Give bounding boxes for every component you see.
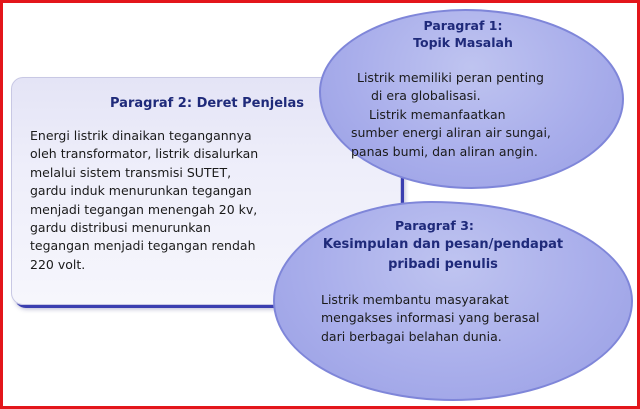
- paragraf-2-body: [30, 127, 310, 274]
- paragraf-1-heading: [363, 17, 563, 51]
- paragraf-3-line: dari berbagai belahan dunia.: [321, 328, 502, 344]
- paragraf-3-line: Listrik membantu masyarakat: [321, 292, 509, 307]
- paragraf-2-line: tegangan menjadi tegangan rendah: [30, 238, 256, 254]
- paragraf-1-line: di era globalisasi.: [371, 88, 481, 104]
- paragraf-3-heading-line: Paragraf 3:: [395, 218, 474, 233]
- paragraf-3-heading-line: pribadi penulis: [388, 257, 498, 272]
- paragraf-3-line: mengakses informasi yang berasal: [321, 310, 540, 326]
- paragraf-2-line: oleh transformator, listrik disalurkan: [30, 146, 259, 162]
- paragraf-2-line: 220 volt.: [30, 256, 86, 272]
- paragraf-3-heading: [313, 217, 573, 273]
- paragraf-2-line: Energi listrik dinaikan tegangannya: [30, 128, 252, 143]
- paragraf-3-heading-line: Kesimpulan dan pesan/pendapat: [322, 237, 564, 252]
- paragraf-1-line: sumber energi aliran air sungai,: [351, 125, 551, 141]
- paragraf-1-line: panas bumi, dan aliran angin.: [351, 143, 538, 159]
- paragraf-1-heading-line: Paragraf 1:: [423, 18, 503, 33]
- paragraf-1-line: Listrik memiliki peran penting: [357, 70, 544, 85]
- paragraf-2-line: gardu distribusi menurunkan: [30, 220, 211, 236]
- paragraf-1-line: Listrik memanfaatkan: [369, 106, 506, 122]
- paragraf-3-body: [321, 291, 539, 346]
- paragraf-1-body: [351, 69, 551, 161]
- paragraf-2-title: Paragraf 2: Deret Penjelas: [110, 96, 304, 111]
- paragraf-2-line: melalui sistem transmisi SUTET,: [30, 164, 232, 180]
- paragraf-2-line: menjadi tegangan menengah 20 kv,: [30, 201, 258, 217]
- paragraf-1-heading-line: Topik Masalah: [413, 35, 513, 50]
- paragraf-2-line: gardu induk menurunkan tegangan: [30, 183, 252, 199]
